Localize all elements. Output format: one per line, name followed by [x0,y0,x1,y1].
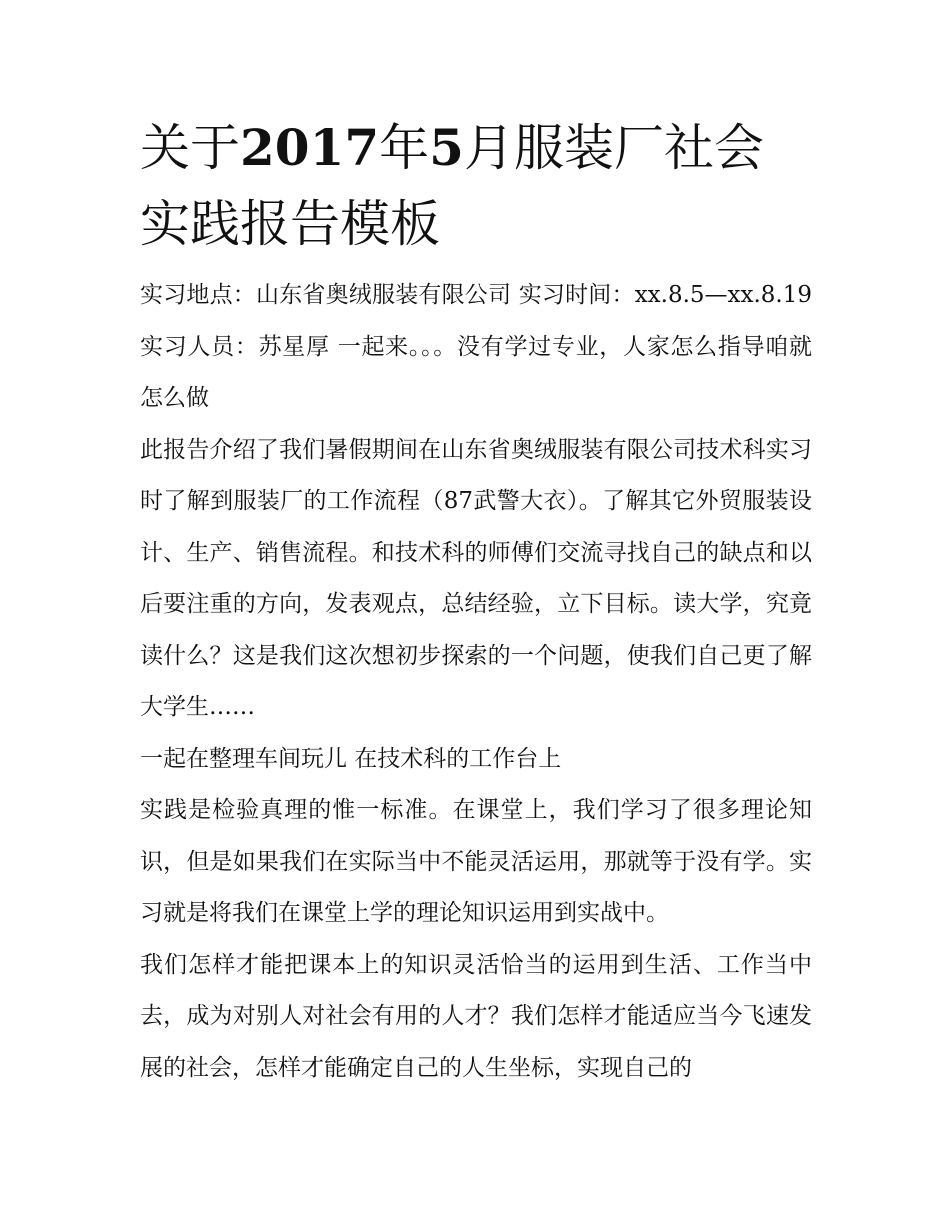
paragraph-practice-truth: 实践是检验真理的惟一标准。在课堂上，我们学习了很多理论知识，但是如果我们在实际当中不能灵活运用，那就等于没有学。实习就是将我们在课堂上学的理论知识运用到实战中。 [140,797,812,926]
paragraph-internship-info: 实习地点：山东省奥绒服装有限公司 实习时间：xx.8.5—xx.8.19 实习人员：苏星厚 一起来。。。没有学过专业，人家怎么指导咱就怎么做 [140,282,812,411]
title-part-5: 月服装厂社会实践报告模板 [140,119,764,253]
title-year: 2017 [240,118,380,177]
paragraph-photo-captions: 一起在整理车间玩儿 在技术科的工作台上 [140,745,562,772]
document-body [140,110,812,1094]
title-part-3: 年 [379,119,430,177]
title-part-1: 关于 [140,119,240,177]
document-title [140,110,812,262]
paragraph-report-intro: 此报告介绍了我们暑假期间在山东省奥绒服装有限公司技术科实习时了解到服装厂的工作流程（87武警大衣）。了解其它外贸服装设计、生产、销售流程。和技术科的师傅们交流寻找自己的缺点和以后要注重的方向，发表观点，总结经验，立下目标。读大学，究竟读什么？这是我们这次想初步探索的一个问题，使我们自己更了解大学生…… [140,436,812,720]
title-month: 5 [429,118,464,177]
paragraph-apply-knowledge: 我们怎样才能把课本上的知识灵活恰当的运用到生活、工作当中去，成为对别人对社会有用的人才？我们怎样才能适应当今飞速发展的社会，怎样才能确定自己的人生坐标，实现自己的 [140,951,812,1081]
